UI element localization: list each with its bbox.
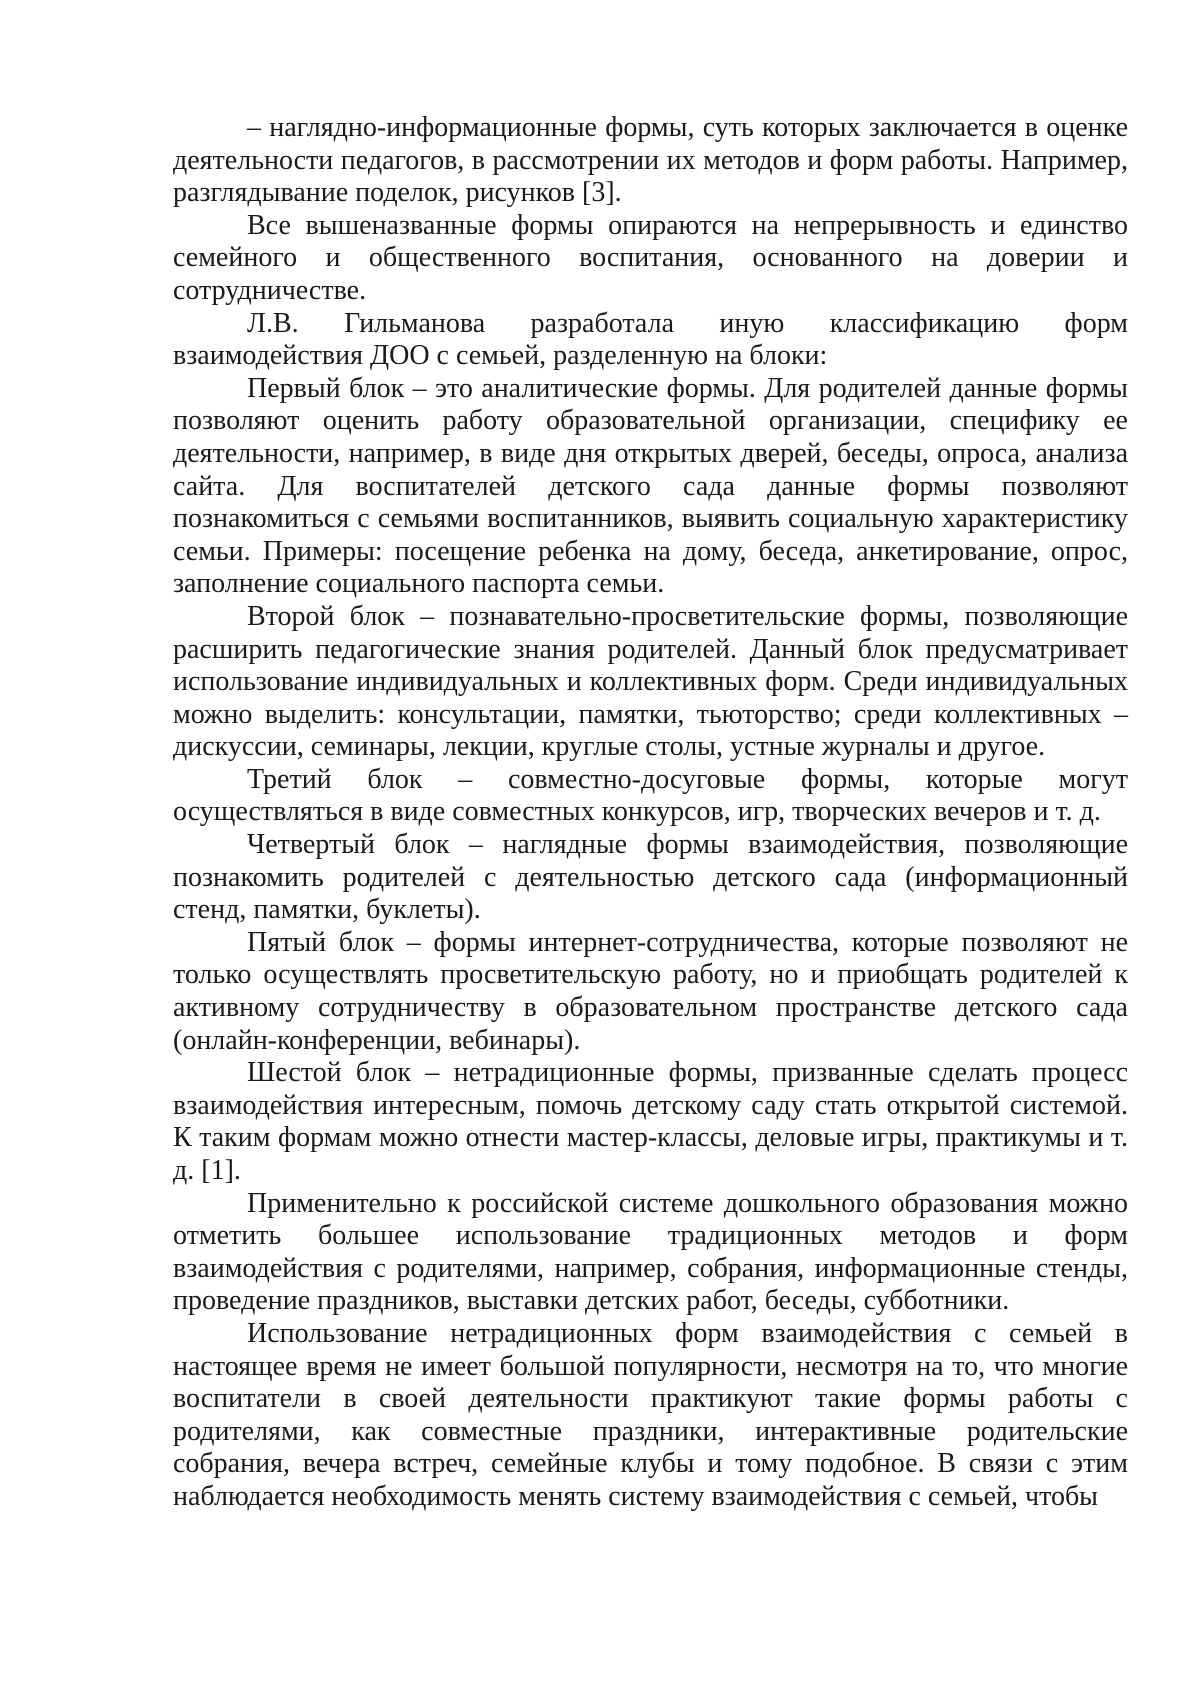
paragraph-russian-system: Применительно к российской системе дошкольного образования можно отметить большее использование традиционных методов и форм взаимодействия с родителями, например, собрания, информационные стенды, проведение праздников, выставки детских работ, беседы, субботники. [173,1188,1128,1318]
paragraph-block-5-internet: Пятый блок – формы интернет-сотрудничества, которые позволяют не только осуществлять просветительскую работу, но и приобщать родителей к активному сотрудничеству в образовательном пространстве детского сада (онлайн-конференции, вебинары). [173,927,1128,1057]
paragraph-gilmanova-classification: Л.В. Гильманова разработала иную классификацию форм взаимодействия ДОО с семьей, разделенную на блоки: [173,308,1128,373]
paragraph-block-3-leisure: Третий блок – совместно-досуговые формы, которые могут осуществляться в виде совместных конкурсов, игр, творческих вечеров и т. д. [173,764,1128,829]
document-page [173,112,1128,1514]
paragraph-nontraditional-usage: Использование нетрадиционных форм взаимодействия с семьей в настоящее время не имеет большой популярности, несмотря на то, что многие воспитатели в своей деятельности практикуют такие формы работы с родителями, как совместные праздники, интерактивные родительские собрания, вечера встреч, семейные клубы и тому подобное. В связи с этим наблюдается необходимость менять систему взаимодействия с семьей, чтобы [173,1318,1128,1514]
paragraph-block-4-visual: Четвертый блок – наглядные формы взаимодействия, позволяющие познакомить родителей с деятельностью детского сада (информационный стенд, памятки, буклеты). [173,829,1128,927]
paragraph-continuity-unity: Все вышеназванные формы опираются на непрерывность и единство семейного и общественного воспитания, основанного на доверии и сотрудничестве. [173,210,1128,308]
paragraph-block-1-analytical: Первый блок – это аналитические формы. Для родителей данные формы позволяют оценить работу образовательной организации, специфику ее деятельности, например, в виде дня открытых дверей, беседы, опроса, анализа сайта. Для воспитателей детского сада данные формы позволяют познакомиться с семьями воспитанников, выявить социальную характеристику семьи. Примеры: посещение ребенка на дому, беседа, анкетирование, опрос, заполнение социального паспорта семьи. [173,373,1128,601]
paragraph-visual-informational-forms: – наглядно-информационные формы, суть которых заключается в оценке деятельности педагогов, в рассмотрении их методов и форм работы. Например, разглядывание поделок, рисунков [3]. [173,112,1128,210]
paragraph-block-6-nontraditional: Шестой блок – нетрадиционные формы, призванные сделать процесс взаимодействия интересным, помочь детскому саду стать открытой системой. К таким формам можно отнести мастер-классы, деловые игры, практикумы и т. д. [1]. [173,1057,1128,1187]
paragraph-block-2-educational: Второй блок – познавательно-просветительские формы, позволяющие расширить педагогические знания родителей. Данный блок предусматривает использование индивидуальных и коллективных форм. Среди индивидуальных можно выделить: консультации, памятки, тьюторство; среди коллективных – дискуссии, семинары, лекции, круглые столы, устные журналы и другое. [173,601,1128,764]
